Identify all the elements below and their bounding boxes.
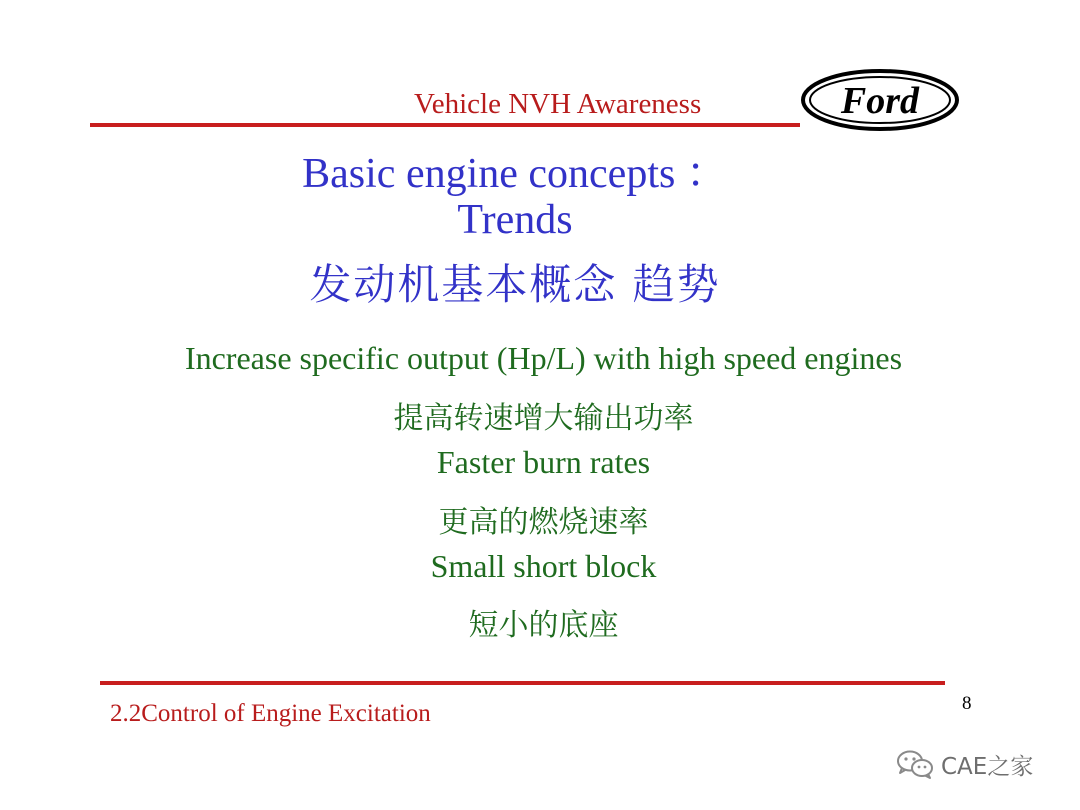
bullet-text: Faster burn rates (436, 444, 651, 480)
wechat-icon (895, 748, 935, 780)
page-number: 8 (962, 693, 972, 714)
bullet-text: 短小的底座 (468, 608, 619, 643)
bullet-text: 提高转速增大输出功率 (393, 401, 694, 436)
footer-divider (100, 681, 945, 685)
bullet-text: 更高的燃烧速率 (438, 505, 649, 540)
header-title: Vehicle NVH Awareness (414, 88, 702, 120)
slide-title-line-1: Basic engine concepts ： (302, 151, 728, 197)
bullet-text: Increase specific output (Hp/L) with high speed engines (184, 340, 903, 376)
header-divider (90, 123, 800, 127)
slide-title-line-3: 发动机基本概念 趋势 (309, 260, 721, 309)
footer-section-label: 2.2Control of Engine Excitation (110, 700, 431, 727)
ford-logo (800, 68, 960, 132)
bullet-text: Small short block (430, 548, 657, 584)
watermark-text: CAE之家 (941, 753, 1034, 780)
svg-text:Ford: Ford (840, 80, 920, 122)
watermark (895, 747, 1033, 781)
slide-title-line-2: Trends (457, 197, 573, 243)
